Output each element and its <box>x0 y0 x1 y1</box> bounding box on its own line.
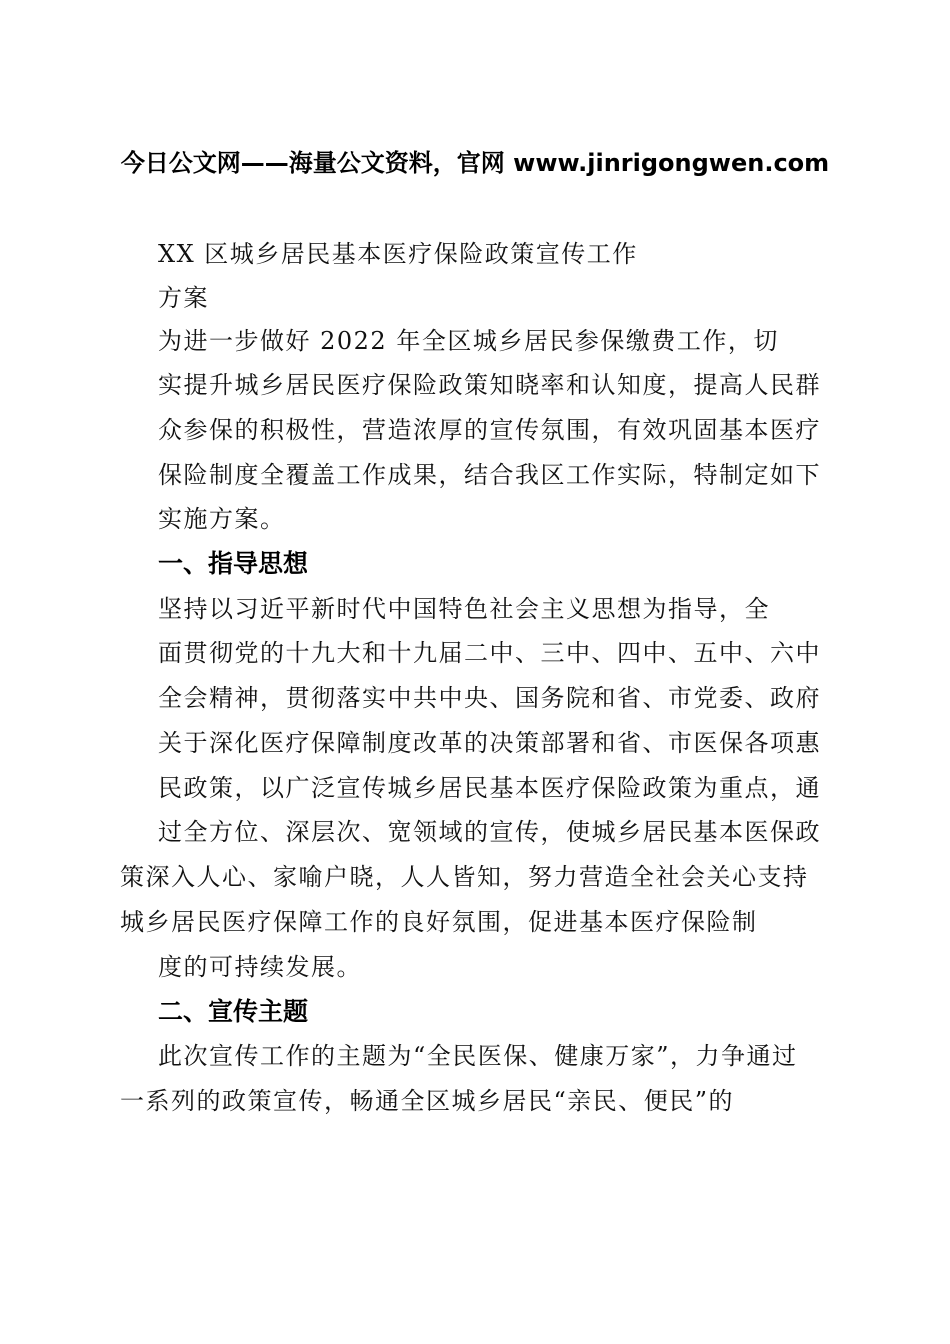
section1-line: 策深入人心、家喻户晓，人人皆知，努力营造全社会关心支持 <box>120 863 809 891</box>
intro-line: 为进一步做好 2022 年全区城乡居民参保缴费工作，切 <box>158 327 779 355</box>
section2-line: 此次宣传工作的主题为“全民医保、健康万家”，力争通过 <box>158 1042 798 1070</box>
intro-line: 众参保的积极性，营造浓厚的宣传氛围，有效巩固基本医疗 <box>158 416 821 444</box>
intro-line: 实施方案。 <box>158 505 286 533</box>
doc-title-line2: 方案 <box>158 284 209 312</box>
section1-line: 关于深化医疗保障制度改革的决策部署和省、市医保各项惠 <box>158 729 821 757</box>
section2-line: 一系列的政策宣传，畅通全区城乡居民“亲民、便民”的 <box>120 1087 735 1115</box>
section1-line: 全会精神，贯彻落实中共中央、国务院和省、市党委、政府 <box>158 684 821 712</box>
section1-line: 过全方位、深层次、宽领域的宣传，使城乡居民基本医保政 <box>158 818 821 846</box>
section-heading-publicity-theme: 二、宣传主题 <box>158 997 309 1026</box>
section1-line: 度的可持续发展。 <box>158 953 362 981</box>
section-heading-guiding-thought: 一、指导思想 <box>158 549 309 578</box>
intro-line: 保险制度全覆盖工作成果，结合我区工作实际，特制定如下 <box>158 461 821 489</box>
section1-line: 民政策，以广泛宣传城乡居民基本医疗保险政策为重点，通 <box>158 774 821 802</box>
section1-line: 面贯彻党的十九大和十九届二中、三中、四中、五中、六中 <box>158 639 821 667</box>
doc-title-line1: XX 区城乡居民基本医疗保险政策宣传工作 <box>158 240 638 268</box>
section1-line: 城乡居民医疗保障工作的良好氛围，促进基本医疗保险制 <box>120 908 758 936</box>
intro-line: 实提升城乡居民医疗保险政策知晓率和认知度，提高人民群 <box>158 371 821 399</box>
site-banner: 今日公文网——海量公文资料，官网 www.jinrigongwen.com <box>120 149 830 177</box>
section1-line: 坚持以习近平新时代中国特色社会主义思想为指导，全 <box>158 595 770 623</box>
